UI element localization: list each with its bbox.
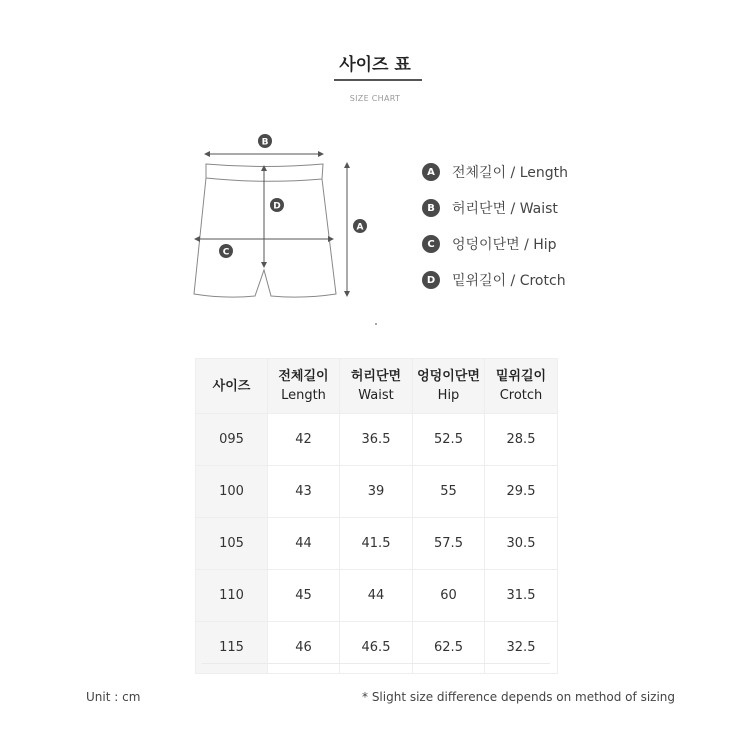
legend-label: 전체길이 / Length [452, 165, 569, 181]
size-table-container [195, 358, 557, 674]
table-row [196, 414, 558, 466]
table-row [196, 622, 558, 674]
cell-hip: 52.5 [413, 414, 485, 466]
cell-size: 110 [196, 570, 268, 622]
cell-crotch: 32.5 [485, 622, 558, 674]
svg-text:A: A [356, 222, 364, 233]
badge-d-icon: D [422, 271, 440, 289]
cell-waist: 36.5 [340, 414, 413, 466]
cell-size: 100 [196, 466, 268, 518]
legend-label: 엉덩이단면 / Hip [452, 237, 557, 253]
svg-text:B: B [261, 137, 269, 148]
header-crotch: 밑위길이 Crotch [485, 359, 558, 414]
cell-size: 095 [196, 414, 268, 466]
page-subtitle: SIZE CHART [349, 94, 401, 103]
cell-length: 46 [268, 622, 340, 674]
svg-text:C: C [222, 247, 230, 258]
header-hip: 엉덩이단면 Hip [413, 359, 485, 414]
badge-a-icon [353, 219, 367, 233]
cell-waist: 39 [340, 466, 413, 518]
badge-b-icon [258, 134, 272, 148]
table-row [196, 518, 558, 570]
badge-a-icon: A [422, 163, 440, 181]
cell-length: 45 [268, 570, 340, 622]
badge-c-icon [219, 244, 233, 258]
legend-label: 허리단면 / Waist [452, 201, 558, 217]
cell-crotch: 31.5 [485, 570, 558, 622]
shorts-diagram [185, 125, 385, 305]
unit-label: Unit : cm [86, 690, 141, 704]
cell-size: 105 [196, 518, 268, 570]
cell-length: 42 [268, 414, 340, 466]
table-header-row [196, 359, 558, 414]
cell-crotch: 29.5 [485, 466, 558, 518]
measurement-legend [422, 154, 568, 298]
cell-waist: 44 [340, 570, 413, 622]
legend-item-hip [422, 226, 568, 262]
badge-b-icon: B [422, 199, 440, 217]
cell-hip: 55 [413, 466, 485, 518]
cell-length: 43 [268, 466, 340, 518]
cell-hip: 60 [413, 570, 485, 622]
cell-crotch: 30.5 [485, 518, 558, 570]
header-size: 사이즈 [196, 359, 268, 414]
badge-c-icon: C [422, 235, 440, 253]
svg-text:D: D [273, 201, 281, 212]
shorts-illustration-icon [185, 125, 385, 305]
cell-size: 115 [196, 622, 268, 674]
badge-d-icon [270, 198, 284, 212]
table-row [196, 466, 558, 518]
legend-item-length [422, 154, 568, 190]
legend-item-crotch [422, 262, 568, 298]
size-table [195, 358, 558, 674]
cell-waist: 46.5 [340, 622, 413, 674]
cell-crotch: 28.5 [485, 414, 558, 466]
header-waist: 허리단면 Waist [340, 359, 413, 414]
cell-hip: 62.5 [413, 622, 485, 674]
cell-hip: 57.5 [413, 518, 485, 570]
title-divider [334, 79, 422, 81]
table-row [196, 570, 558, 622]
cell-waist: 41.5 [340, 518, 413, 570]
cell-length: 44 [268, 518, 340, 570]
header-length: 전체길이 Length [268, 359, 340, 414]
table-bottom-divider [202, 663, 550, 664]
separator-dot [375, 323, 377, 325]
legend-label: 밑위길이 / Crotch [452, 273, 566, 289]
page-title: 사이즈 표 [339, 55, 411, 75]
sizing-note: * Slight size difference depends on method of sizing [362, 690, 676, 704]
legend-item-waist [422, 190, 568, 226]
